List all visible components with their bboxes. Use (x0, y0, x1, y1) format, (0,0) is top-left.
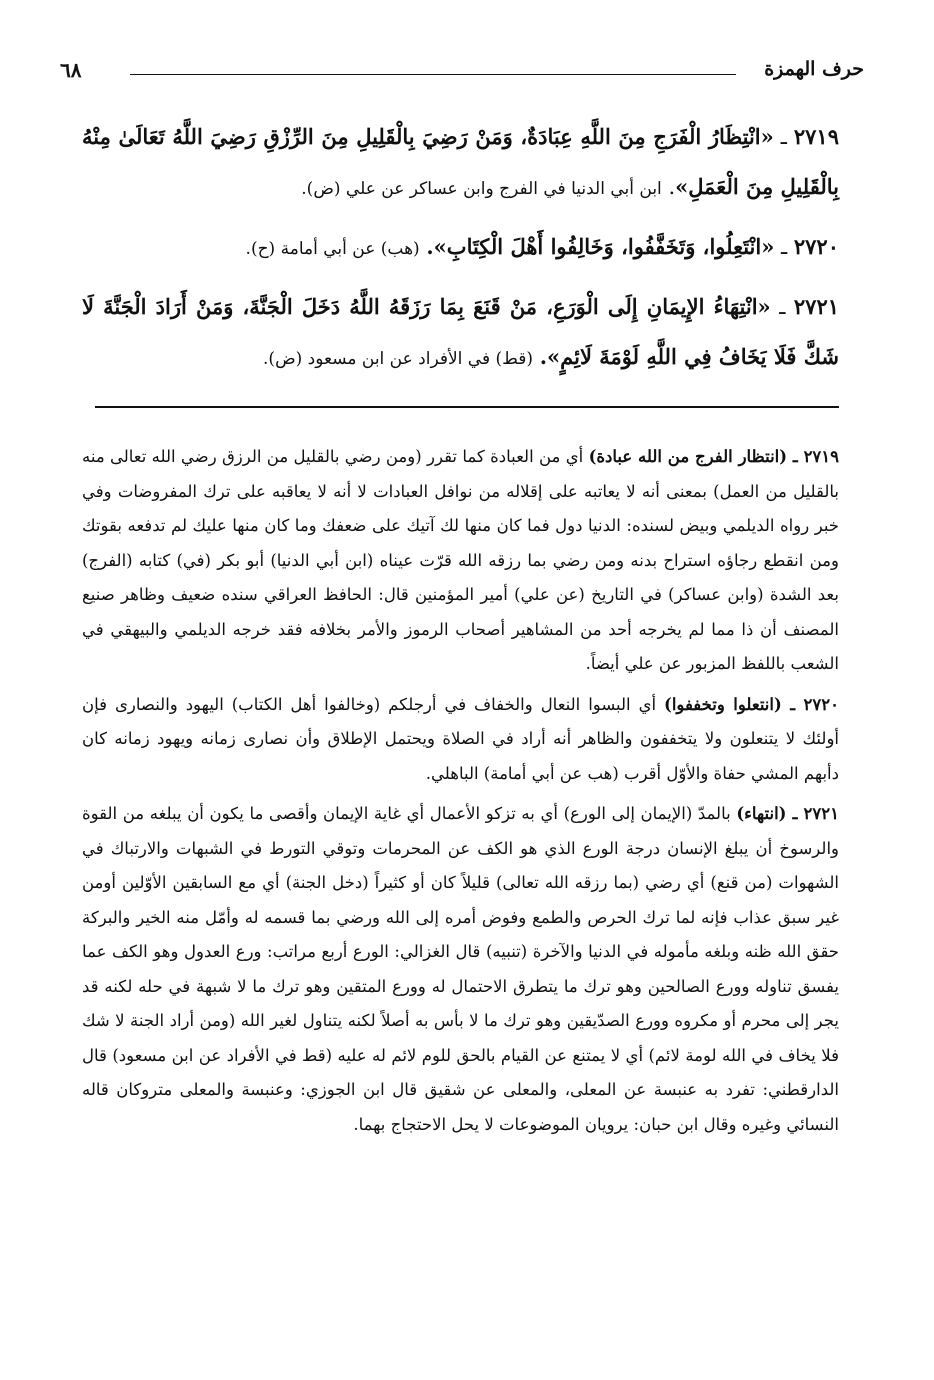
commentary-body: أي البسوا النعال والخفاف في أرجلكم (وخالفوا أهل الكتاب) اليهود والنصارى فإن أولئك لا يتنعلون ولا يتخففون والظاهر أنه أراد في الصلاة ويحتمل الإطلاق وأن نصارى زمانه ويهود زمانه كان دأبهم المشي حفاة والأوّل أقرب (هب عن أبي أمامة) الباهلي. (82, 694, 839, 783)
hadith-text: «انْتِهَاءُ الإِيمَانِ إِلَى الْوَرَعِ، مَنْ قَنَعَ بِمَا رَزَقَهُ اللَّهُ دَخَلَ الْجَنَّةَ، وَمَنْ أَرَادَ الْجَنَّةَ لَا شَكَّ فَلَا يَخَافُ فِي اللَّهِ لَوْمَةَ لَائِمٍ». (82, 294, 839, 369)
hadith-section (82, 112, 839, 392)
hadith-number: ٢٧١٩ (793, 124, 839, 149)
chapter-title: حرف الهمزة (764, 58, 864, 80)
hadith-source: (هب) عن أبي أمامة (ح). (245, 239, 420, 259)
hadith-source: ابن أبي الدنيا في الفرج وابن عساكر عن علي (ض). (301, 179, 662, 199)
hadith-2720: ٢٧٢٠ ـ «انْتَعِلُوا، وَتَخَفَّفُوا، وَخَالِفُوا أَهْلَ الْكِتَابِ». (هب) عن أبي أمامة (ح). (245, 234, 839, 259)
footnote-separator (95, 406, 839, 408)
hadith-text: «انْتَعِلُوا، وَتَخَفَّفُوا، وَخَالِفُوا أَهْلَ الْكِتَابِ». (426, 234, 775, 259)
hadith-2719: ٢٧١٩ ـ «انْتِظَارُ الْفَرَجِ مِنَ اللَّهِ عِبَادَةٌ، وَمَنْ رَضِيَ بِالْقَلِيلِ مِنَ الرِّزْقِ رَضِيَ اللَّهُ تَعَالَىٰ مِنْهُ بِالْقَلِيلِ مِنَ الْعَمَلِ». ابن أبي الدنيا في الفرج وابن عساكر عن علي (ض). (82, 124, 839, 199)
hadith-number: ٢٧٢٠ (793, 234, 839, 259)
commentary-lead: ٢٧٢٠ ـ (انتعلوا وتخففوا) (664, 694, 839, 714)
commentary-body: بالمدّ (الإيمان إلى الورع) أي به تزكو الأعمال أي غاية الإيمان وأقصى ما يكون أن يبلغه من القوة والرسوخ أن يبلغ الإنسان درجة الورع الذي هو الكف عن المحرمات وتوقي التورط في الشبهات والارتباك في الشهوات (من قنع) أي رضي (بما رزقه الله تعالى) قليلاً كان أو كثيراً (دخل الجنة) أي مع السابقين الأوّلين أومن غير سبق عذاب فإنه لما ترك الحرص والطمع وفوض أمره إلى الله ورضي بما قسمه له وأمّل منه الخير والبركة حقق الله ظنه وبلغه مأموله في الدنيا والآخرة (تنبيه) قال الغزالي: الورع أربع مراتب: ورع العدول وهو الكف عما يفسق تناوله وورع الصالحين وهو ترك ما يتطرق الاحتمال له وورع المتقين وهو ترك ما لا شبهة في حله لكنه قد يجر إلى محرم أو مكروه وورع الصدّيقين وهو ترك ما لا بأس به أصلاً لكنه يتناول لغير الله (ومن أراد الجنة لا شك فلا يخاف في الله لومة لائم) أي لا يمتنع عن القيام بالحق للوم لائم له عليه (قط في الأفراد عن ابن مسعود) قال الدارقطني: تفرد به عنبسة عن المعلى، والمعلى عن شقيق قال ابن الجوزي: وعنبسة والمعلى متروكان قاله النسائي وغيره وقال ابن حبان: يرويان الموضوعات لا يحل الاحتجاج بهما. (82, 804, 839, 1134)
commentary-2721 (82, 797, 839, 1142)
page-header (60, 58, 864, 92)
commentary-2719 (82, 440, 839, 682)
commentary-lead: ٢٧٢١ ـ (انتهاء) (736, 804, 839, 823)
commentary-body: أي من العبادة كما تقرر (ومن رضي بالقليل من الرزق رضي الله تعالى منه بالقليل من العمل) بمعنى أنه لا يعاتبه على إقلاله من نوافل العبادات لا أنه لا يعاقبه على ترك المفروضات وفي خبر رواه الديلمي وبيض لسنده: الدنيا دول فما كان منها لك آتيك على ضعفك وما كان منها عليك لم تدفعه بقوتك ومن انقطع رجاؤه استراح بدنه ومن رضي بما رزقه الله قرّت عيناه (ابن أبي الدنيا) أبو بكر (في) كتابه (الفرج) بعد الشدة (وابن عساكر) في التاريخ (عن علي) أمير المؤمنين قال: الحافظ العراقي سنده ضعيف وظاهر صنيع المصنف أن ذا مما لم يخرجه أحد من المشاهير أصحاب الرموز والأمر بخلافه فقد خرجه الديلمي والبيهقي في الشعب باللفظ المزبور عن علي أيضاً. (82, 447, 839, 673)
hadith-source: (قط) في الأفراد عن ابن مسعود (ض). (263, 349, 534, 369)
page-number: ٦٨ (60, 58, 82, 82)
commentary-2720 (82, 688, 839, 792)
hadith-2721: ٢٧٢١ ـ «انْتِهَاءُ الإِيمَانِ إِلَى الْوَرَعِ، مَنْ قَنَعَ بِمَا رَزَقَهُ اللَّهُ دَخَلَ الْجَنَّةَ، وَمَنْ أَرَادَ الْجَنَّةَ لَا شَكَّ فَلَا يَخَافُ فِي اللَّهِ لَوْمَةَ لَائِمٍ». (قط) في الأفراد عن ابن مسعود (ض). (82, 294, 840, 369)
hadith-text: «انْتِظَارُ الْفَرَجِ مِنَ اللَّهِ عِبَادَةٌ، وَمَنْ رَضِيَ بِالْقَلِيلِ مِنَ الرِّزْقِ رَضِيَ اللَّهُ تَعَالَىٰ مِنْهُ بِالْقَلِيلِ مِنَ الْعَمَلِ» (82, 124, 839, 199)
hadith-number: ٢٧٢١ (793, 294, 840, 319)
commentary-lead: ٢٧١٩ ـ (انتظار الفرج من الله عبادة) (588, 447, 840, 466)
header-rule (130, 74, 736, 75)
commentary-section (82, 440, 839, 1148)
